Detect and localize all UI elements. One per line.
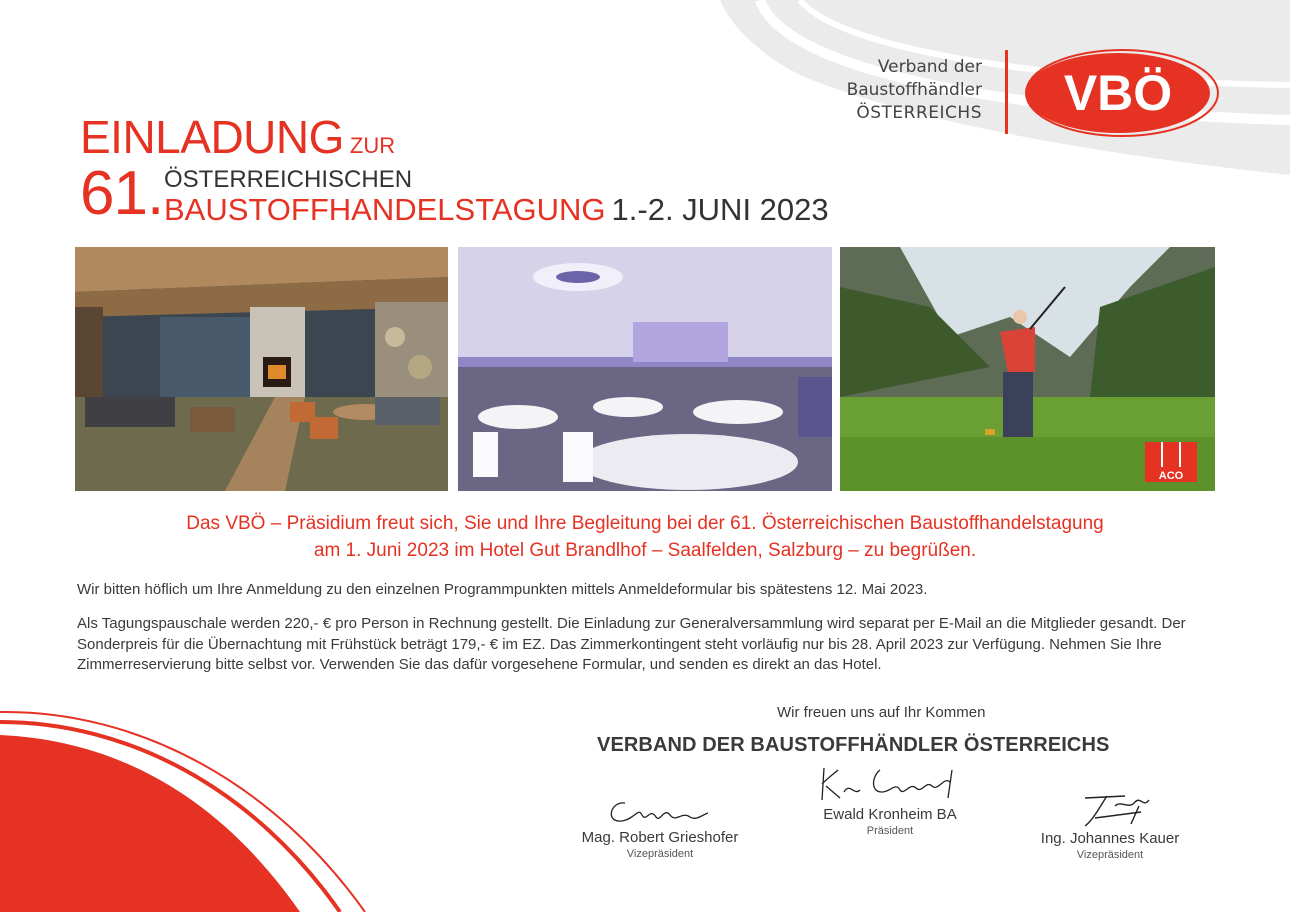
title-date: 1.-2. JUNI 2023 [611, 192, 829, 227]
organization-name: VERBAND DER BAUSTOFFHÄNDLER ÖSTERREICHS [597, 734, 1110, 756]
logo-line-2: Baustoffhändler [846, 80, 982, 100]
signatory-kronheim [805, 762, 975, 837]
signature-kauer [1055, 790, 1165, 830]
title-number: 61. [80, 159, 164, 228]
signatory-name: Ewald Kronheim BA [823, 806, 957, 823]
banquet-hall-photo [458, 247, 832, 491]
signatory-grieshofer [565, 793, 755, 860]
signatory-role: Präsident [866, 825, 914, 837]
body-paragraph-2: Als Tagungspauschale werden 220,- € pro Person in Rechnung gestellt. Die Einladung zur Generalversammlung wird separat per E-Mail an die Mitglieder gesandt. Der Sonderpreis für die Übernachtung mit Frühstück beträgt 179,- € im EZ. Das Zimmerkontingent steht vorläufig nur bis 28. April 2023 zur Verfügung. Nehmen Sie Ihre Zimmerreservierung bitte selbst vor. Verwenden Sie das dafür vorgesehene Formular, und senden es direkt an das Hotel. [77, 615, 1186, 673]
intro-line-2: am 1. Juni 2023 im Hotel Gut Brandlhof – Saalfelden, Salzburg – zu begrüßen. [313, 540, 977, 561]
title-einladung: EINLADUNG [80, 111, 344, 163]
hotel-lounge-photo [75, 247, 448, 491]
signature-kronheim [810, 762, 970, 806]
signatory-role: Vizepräsident [626, 848, 694, 860]
title-line-1 [80, 110, 395, 164]
signatory-role: Vizepräsident [1076, 849, 1144, 861]
golf-photo [840, 247, 1215, 491]
closing-text: Wir freuen uns auf Ihr Kommen [777, 704, 986, 721]
logo-divider [1005, 50, 1008, 134]
logo-text [847, 56, 982, 125]
signatory-kauer [1025, 790, 1195, 861]
title-line-3 [164, 192, 829, 228]
aco-badge-text: ACO [1158, 470, 1184, 482]
intro-text [75, 510, 1215, 564]
signature-grieshofer [590, 793, 730, 829]
logo-line-1: Verband der [877, 57, 982, 77]
logo-mark-text: VBÖ [1063, 65, 1173, 121]
logo-line-3: ÖSTERREICHS [856, 103, 982, 123]
signatory-name: Mag. Robert Grieshofer [581, 829, 739, 846]
intro-line-1: Das VBÖ – Präsidium freut sich, Sie und Ihre Begleitung bei der 61. Österreichischen Baustoffhandelstagung [186, 513, 1104, 534]
vbo-logo [1020, 47, 1220, 139]
signatory-name: Ing. Johannes Kauer [1040, 830, 1180, 847]
body-paragraph-1: Wir bitten höflich um Ihre Anmeldung zu den einzelnen Programmpunkten mittels Anmeldeformular bis spätestens 12. Mai 2023. [77, 581, 928, 598]
title-line-2: ÖSTERREICHISCHEN [164, 166, 413, 193]
aco-badge [1145, 442, 1197, 482]
title-zur: ZUR [349, 133, 396, 158]
title-event: BAUSTOFFHANDELSTAGUNG [164, 192, 606, 227]
